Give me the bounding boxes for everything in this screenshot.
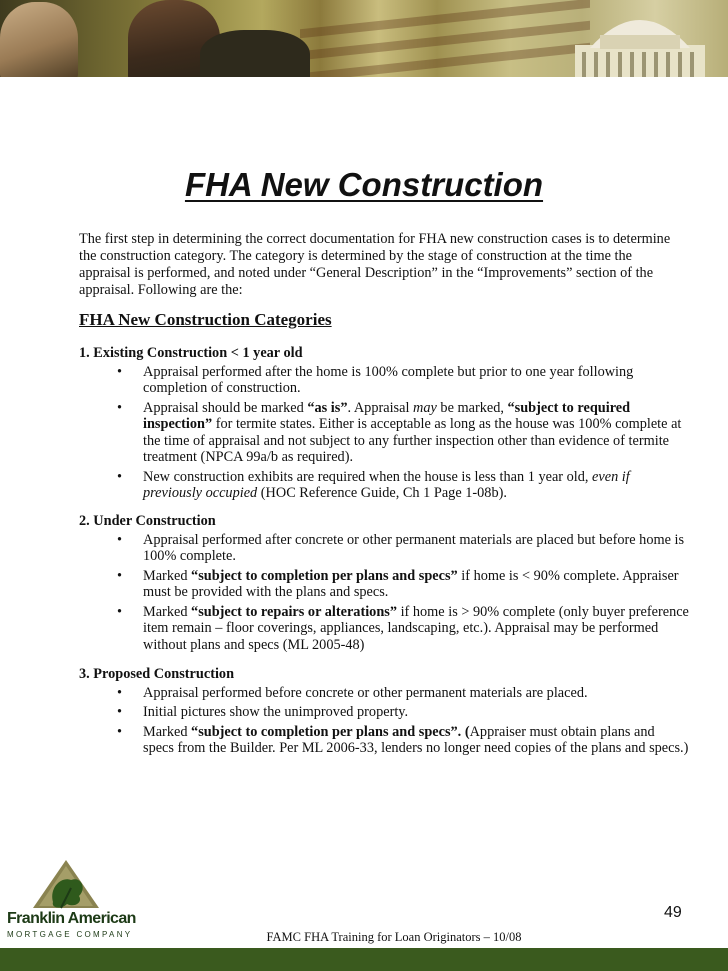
bullet-icon: •	[117, 399, 123, 416]
bullet-text: even if previously occupied	[143, 468, 630, 501]
bullet-text: Appraisal should be marked	[143, 399, 308, 416]
bullet-text: “subject to completion per plans and specs”. (	[191, 723, 470, 740]
bullet-icon: •	[117, 567, 123, 584]
bullet-text: may	[413, 399, 437, 416]
bullet-text: Marked	[143, 567, 192, 584]
bullet-text: “subject to completion per plans and specs”	[191, 567, 458, 584]
bullet-text: Appraisal performed after the home is 100% complete but prior to one year following completion of construction.	[143, 363, 634, 396]
bullet-text: (HOC Reference Guide, Ch 1 Page 1-08b).	[257, 485, 507, 501]
bullet-text: Initial pictures show the unimproved property.	[143, 704, 409, 720]
person-suit-image	[200, 30, 310, 77]
person-left-image	[0, 2, 78, 77]
bullet-icon: •	[117, 531, 123, 548]
bullet-text: if home is < 90% complete. Appraiser must be provided with the plans and specs.	[143, 567, 679, 600]
page-number: 49	[664, 904, 682, 921]
bullet-text: if home is > 90% complete (only buyer preference item remain – floor coverings, appliances, landscaping, etc.). Appraisal may be performed without plans and specs (ML 2005-48)	[143, 603, 689, 653]
bullet-list	[79, 532, 689, 654]
categories-heading: FHA New Construction Categories	[79, 310, 332, 329]
bullet-list	[79, 685, 689, 757]
bullet-item	[79, 724, 689, 757]
bullet-text: for termite states. Either is acceptable as long as the house was 100% complete at the time of appraisal and not subject to any further inspection other than evidence of termite treatment (NPCA 99a/b as required).	[143, 416, 682, 465]
bullet-item	[79, 364, 689, 397]
bullet-list	[79, 364, 689, 502]
logo-subtitle: MORTGAGE COMPANY	[7, 930, 133, 939]
logo-name: Franklin American	[7, 910, 136, 927]
bullet-item	[79, 568, 689, 601]
bullet-text: “as is”	[307, 399, 348, 416]
oak-leaf-icon	[31, 858, 101, 914]
bullet-text: Appraiser must obtain plans and specs from the Builder. Per ML 2006-33, lenders no longer need copies of the plans and specs.)	[143, 723, 689, 756]
bullet-icon: •	[117, 704, 123, 720]
section-heading: 3. Proposed Construction	[79, 666, 235, 682]
bullet-text: Appraisal performed after concrete or other permanent materials are placed but before home is 100% complete.	[143, 531, 685, 564]
bullet-icon: •	[117, 723, 123, 740]
bullet-item	[79, 685, 689, 702]
section-existing-construction	[79, 345, 689, 505]
bullet-text: . Appraisal	[347, 399, 414, 416]
bullet-text: New construction exhibits are required when the house is less than 1 year old,	[143, 468, 593, 485]
section-heading: 2. Under Construction	[79, 513, 216, 529]
capitol-dome-image	[560, 0, 720, 77]
section-heading: 1. Existing Construction < 1 year old	[79, 345, 303, 361]
bullet-text: Marked	[143, 723, 192, 740]
bullet-icon: •	[117, 603, 123, 620]
intro-paragraph: The first step in determining the correct documentation for FHA new construction cases is to determine the construction category. The category is determined by the stage of construction at the time the appraisal is performed, and noted under “General Description” in the “Improvements” section of the appraisal. Following are the:	[79, 231, 671, 298]
page-title: FHA New Construction	[184, 166, 544, 203]
bullet-text: “subject to required inspection”	[143, 399, 631, 432]
footer-text: FAMC FHA Training for Loan Originators – 10/08	[266, 930, 522, 944]
bullet-text: be marked,	[436, 399, 508, 416]
footer-bar	[0, 948, 728, 971]
bullet-text: Appraisal performed before concrete or other permanent materials are placed.	[143, 684, 588, 701]
bullet-item	[79, 604, 689, 654]
bullet-item	[79, 704, 689, 721]
header-banner-image	[0, 0, 728, 77]
section-under-construction	[79, 513, 689, 656]
bullet-text: “subject to repairs or alterations”	[191, 603, 397, 620]
section-proposed-construction	[79, 666, 689, 760]
bullet-icon: •	[117, 684, 123, 701]
bullet-icon: •	[117, 468, 123, 485]
bullet-icon: •	[117, 363, 123, 380]
bullet-text: Marked	[143, 603, 192, 620]
bullet-item	[79, 400, 689, 466]
bullet-item	[79, 469, 689, 502]
bullet-item	[79, 532, 689, 565]
